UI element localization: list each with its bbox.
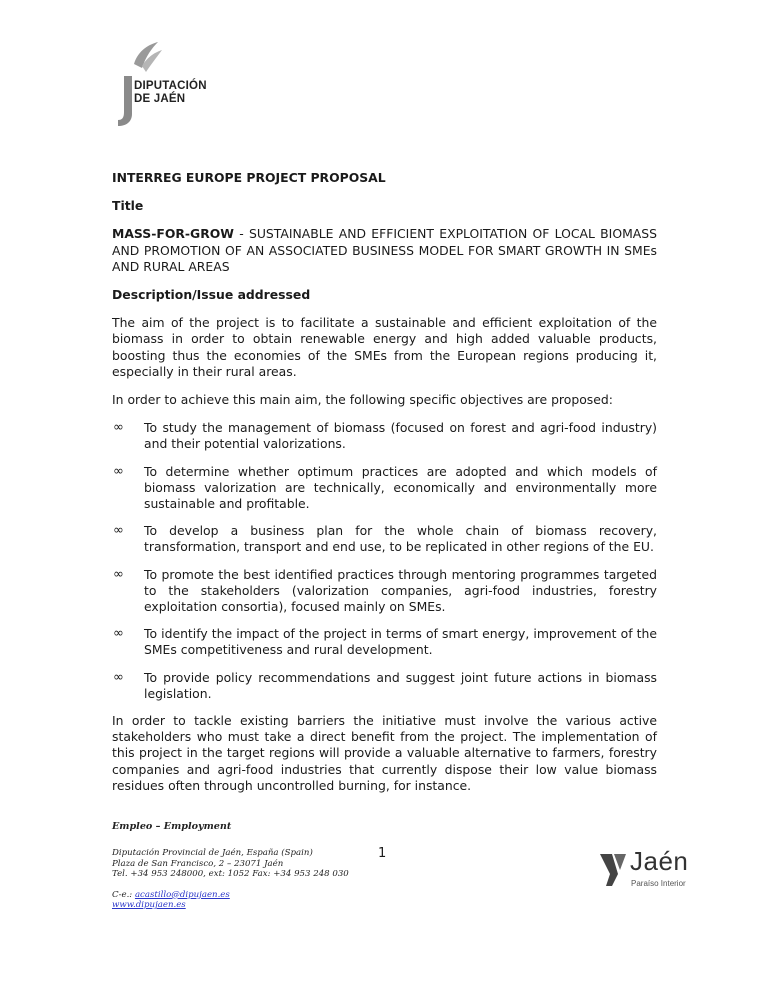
brand-tagline: Paraíso Interior bbox=[631, 879, 686, 888]
document-body bbox=[112, 170, 657, 806]
bullet-icon: ∞ bbox=[113, 669, 124, 685]
logo-line-1: DIPUTACIÓN bbox=[134, 80, 207, 92]
description-label: Description/Issue addressed bbox=[112, 287, 311, 303]
bullet-icon: ∞ bbox=[113, 566, 124, 582]
list-item bbox=[112, 464, 657, 513]
objectives-list bbox=[112, 420, 657, 702]
bullet-icon: ∞ bbox=[113, 463, 124, 479]
list-item bbox=[112, 420, 657, 452]
logo-line-2: DE JAÉN bbox=[134, 93, 186, 105]
proposal-heading: INTERREG EUROPE PROJECT PROPOSAL bbox=[112, 170, 386, 185]
website-link[interactable]: www.dipujaen.es bbox=[112, 900, 186, 911]
objective-text: To develop a business plan for the whole chain of biomass recovery, transformation, transport and end use, to be replicated in other regions of the EU. bbox=[144, 523, 657, 555]
objective-text: To identify the impact of the project in terms of smart energy, improvement of the SMEs competitiveness and rural development. bbox=[144, 626, 657, 658]
objective-text: To promote the best identified practices through mentoring programmes targeted to the stakeholders (valorization companies, agri-food industries, forestry exploitation consortia), focused mainly on SMEs. bbox=[144, 566, 657, 615]
footer-email-row bbox=[112, 890, 412, 900]
email-label: C-e.: bbox=[112, 889, 135, 900]
footer-department: Empleo – Employment bbox=[112, 821, 232, 832]
objective-text: To study the management of biomass (focused on forest and agri-food industry) and their potential valorizations. bbox=[144, 420, 657, 452]
paragraph-objectives-intro: In order to achieve this main aim, the following specific objectives are proposed: bbox=[112, 392, 613, 408]
bullet-icon: ∞ bbox=[113, 626, 124, 642]
project-title bbox=[112, 226, 657, 275]
project-title-text: - SUSTAINABLE AND EFFICIENT EXPLOITATION OF LOCAL BIOMASS AND PROMOTION OF AN ASSOCIATED BUSINESS MODEL FOR SMART GROWTH IN SMEs AND RURAL AREAS bbox=[112, 226, 657, 274]
address-line: Tel. +34 953 248000, ext: 1052 Fax: +34 953 248 030 bbox=[112, 869, 349, 880]
footer-contact bbox=[112, 822, 412, 910]
objective-text: To provide policy recommendations and suggest joint future actions in biomass legislation. bbox=[144, 669, 657, 701]
bullet-icon: ∞ bbox=[113, 420, 124, 436]
paragraph-barriers: In order to tackle existing barriers the initiative must involve the various active stakeholders who must take a direct benefit from the project. The implementation of this project in the target regions will provide a valuable alternative to farmers, forestry companies and agri-food industries that currently dispose their low value biomass residues often through uncontrolled burning, for instance. bbox=[112, 713, 657, 793]
address-line: Plaza de San Francisco, 2 – 23071 Jaén bbox=[112, 858, 284, 869]
paragraph-aim: The aim of the project is to facilitate a sustainable and efficient exploitation of the biomass in order to obtain renewable energy and high added valuable products, boosting thus the economies of the SMEs from the European regions producing it, especially in their rural areas. bbox=[112, 315, 657, 379]
objective-text: To determine whether optimum practices are adopted and which models of biomass valorization are technically, economically and environmentally more sustainable and profitable. bbox=[144, 463, 657, 512]
title-label: Title bbox=[112, 198, 144, 214]
list-item bbox=[112, 626, 657, 658]
brand-name: Jaén bbox=[630, 846, 689, 876]
address-line: Diputación Provincial de Jaén, España (Spain) bbox=[112, 848, 313, 859]
bullet-icon: ∞ bbox=[113, 523, 124, 539]
list-item bbox=[112, 670, 657, 702]
list-item bbox=[112, 523, 657, 555]
email-link[interactable]: acastillo@dipujaen.es bbox=[134, 889, 230, 900]
page-number: 1 bbox=[378, 846, 387, 861]
list-item bbox=[112, 567, 657, 616]
project-acronym: MASS-FOR-GROW bbox=[112, 226, 234, 242]
footer-address bbox=[112, 848, 412, 879]
header-logo-text bbox=[134, 80, 207, 106]
